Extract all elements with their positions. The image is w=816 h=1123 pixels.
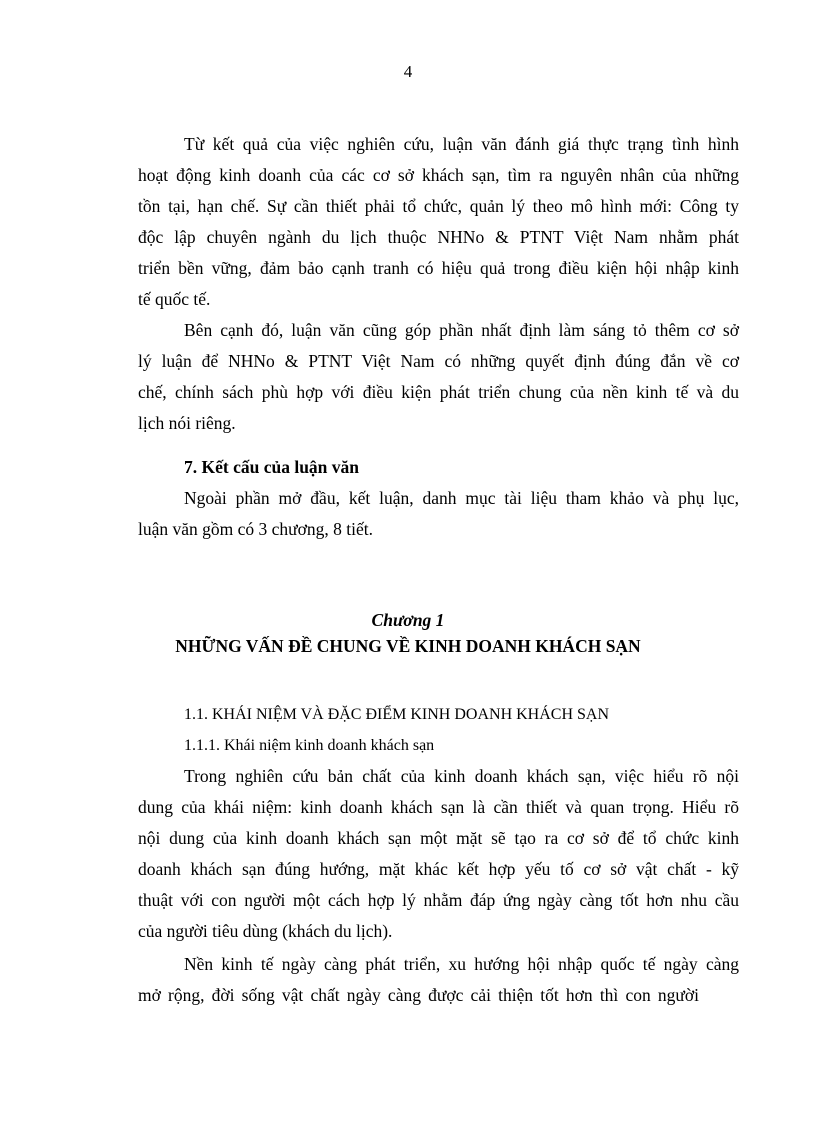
text-line: tế quốc tế. (138, 289, 211, 309)
text-line: Từ kết quả của việc nghiên cứu, luận văn đánh giá thực trạng tình hình (184, 134, 739, 154)
text-line: lịch nói riêng. (138, 413, 236, 433)
text-line: độc lập chuyên ngành du lịch thuộc NHNo & PTNT Việt Nam nhằm phát (138, 227, 739, 247)
text-line: dung của khái niệm: kinh doanh khách sạn là cần thiết và quan trọng. Hiểu rõ (138, 797, 739, 817)
chapter-title: NHỮNG VẤN ĐỀ CHUNG VỀ KINH DOANH KHÁCH SẠN (175, 636, 641, 656)
text-line: triển bền vững, đảm bảo cạnh tranh có hiệu quả trong điều kiện hội nhập kinh (138, 258, 739, 278)
text-line: hoạt động kinh doanh của các cơ sở khách sạn, tìm ra nguyên nhân của những (138, 165, 739, 185)
document-page: 4 Từ kết quả của việc nghiên cứu, luận văn đánh giá thực trạng tình hình hoạt động kinh doanh của các cơ sở khách sạn, tìm ra nguyên nhân của những tồn tại, hạn chế. Sự cần thiết phải tổ chức, quản lý theo mô hình mới: Công ty độc lập chuyên ngành du lịch thuộc NHNo & PTNT Việt Nam nhằm phát triển bền vững, đảm bảo cạnh tranh có hiệu quả trong điều kiện hội nhập kinh tế quốc tế. Bên cạnh đó, luận văn cũng góp phần nhất định làm sáng tỏ thêm cơ sở lý luận để NHNo & PTNT Việt Nam có những quyết định đúng đắn về cơ chế, chính sách phù hợp với điều kiện phát triển chung của nền kinh tế và du lịch nói riêng. 7. Kết cấu của luận văn Ngoài phần mở đầu, kết luận, danh mục tài liệu tham khảo và phụ lục, luận văn gồm có 3 chương, 8 tiết. Chương 1 NHỮNG VẤN ĐỀ CHUNG VỀ KINH DOANH KHÁCH SẠN 1.1. KHÁI NIỆM VÀ ĐẶC ĐIỂM KINH DOANH KHÁCH SẠN 1.1.1. Khái niệm kinh doanh khách sạn Trong nghiên cứu bản chất của kinh doanh khách sạn, việc hiểu rõ nội dung của khái niệm: kinh doanh khách sạn là cần thiết và quan trọng. Hiểu rõ nội dung của kinh doanh khách sạn một mặt sẽ tạo ra cơ sở để tổ chức kinh doanh khách sạn đúng hướng, mặt khác kết hợp yếu tố cơ sở vật chất - kỹ thuật với con người một cách hợp lý nhằm đáp ứng ngày càng tốt hơn nhu cầu của người tiêu dùng (khách du lịch). Nền kinh tế ngày càng phát triển, xu hướng hội nhập quốc tế ngày càng mở rộng, đời sống vật chất ngày càng được cải thiện tốt hơn thì con người (0, 0, 816, 1123)
text-line: Ngoài phần mở đầu, kết luận, danh mục tài liệu tham khảo và phụ lục, (184, 488, 739, 508)
text-line: mở rộng, đời sống vật chất ngày càng được cải thiện tốt hơn thì con người (138, 985, 699, 1005)
text-line: của người tiêu dùng (khách du lịch). (138, 921, 393, 941)
text-line: Bên cạnh đó, luận văn cũng góp phần nhất định làm sáng tỏ thêm cơ sở (184, 320, 739, 340)
section-1-1-1-heading: 1.1.1. Khái niệm kinh doanh khách sạn (184, 737, 435, 754)
text-line: Nền kinh tế ngày càng phát triển, xu hướng hội nhập quốc tế ngày càng (184, 954, 739, 974)
text-line: chế, chính sách phù hợp với điều kiện phát triển chung của nền kinh tế và du (138, 382, 739, 402)
text-line: nội dung của kinh doanh khách sạn một mặt sẽ tạo ra cơ sở để tổ chức kinh (138, 828, 739, 848)
text-line: doanh khách sạn đúng hướng, mặt khác kết hợp yếu tố cơ sở vật chất - kỹ (138, 859, 739, 879)
text-line: thuật với con người một cách hợp lý nhằm đáp ứng ngày càng tốt hơn nhu cầu (138, 890, 739, 910)
page-number: 4 (403, 62, 413, 81)
text-line: tồn tại, hạn chế. Sự cần thiết phải tổ chức, quản lý theo mô hình mới: Công ty (138, 196, 739, 216)
text-line: luận văn gồm có 3 chương, 8 tiết. (138, 519, 374, 539)
chapter-label: Chương 1 (371, 610, 445, 630)
section-1-1-heading: 1.1. KHÁI NIỆM VÀ ĐẶC ĐIỂM KINH DOANH KHÁCH SẠN (184, 706, 610, 723)
text-line: lý luận để NHNo & PTNT Việt Nam có những quyết định đúng đắn về cơ (138, 351, 739, 371)
text-line: Trong nghiên cứu bản chất của kinh doanh khách sạn, việc hiểu rõ nội (184, 766, 739, 786)
